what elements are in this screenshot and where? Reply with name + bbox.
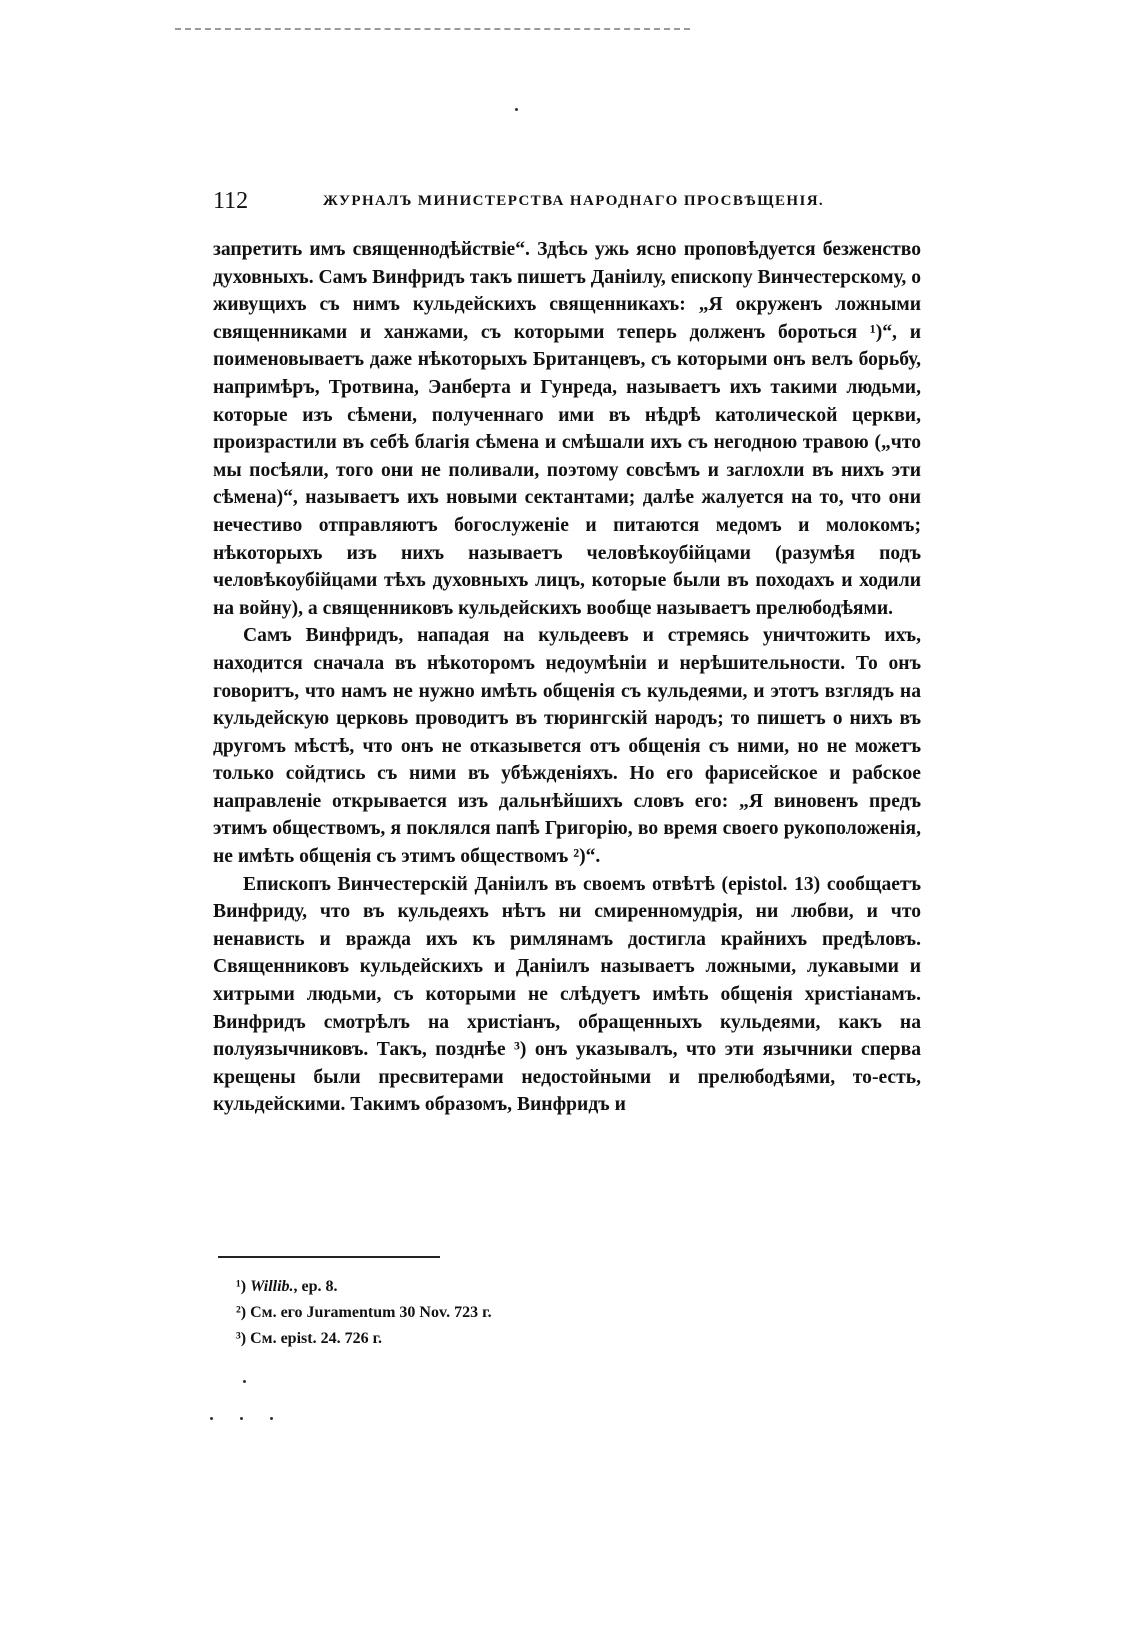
footnote-rule [218, 1256, 440, 1258]
running-title: ЖУРНАЛЪ МИНИСТЕРСТВА НАРОДНАГО ПРОСВѢЩЕНІЯ. [323, 193, 825, 209]
paragraph: Епископъ Винчестерскій Даніилъ въ своемъ отвѣтѣ (epistol. 13) сообщаетъ Винфриду, что въ кульдеяхъ нѣтъ ни смиренномудрія, ни любви, и что ненависть и вражда ихъ къ римлянамъ достигла крайнихъ предѣловъ. Священниковъ кульдейскихъ и Даніилъ называетъ ложными, лукавыми и хитрыми людьми, съ которыми не слѣдуетъ имѣть общенія христіанамъ. Винфридъ смотрѣлъ на христіанъ, обращенныхъ кульдеями, какъ на полуязычниковъ. Такъ, позднѣе ³) онъ указывалъ, что эти язычники сперва крещены были пресвитерами недостойными и прелюбодѣями, то-есть, кульдейскими. Такимъ образомъ, Винфридъ и [213, 873, 921, 1116]
paragraph: Самъ Винфридъ, нападая на кульдеевъ и стремясь уничтожить ихъ, находится сначала въ нѣкоторомъ недоумѣніи и нерѣшительности. То онъ говоритъ, что намъ не нужно имѣть общенія съ кульдеями, и этотъ взглядъ на кульдейскую церковь проводитъ въ тюрингскій народъ; то пишетъ о нихъ въ другомъ мѣстѣ, что онъ не отказывется отъ общенія съ ними, но не можетъ только сойдтись съ ними въ убѣжденіяхъ. Но его фарисейское и рабское направленіе открывается изъ дальнѣйшихъ словъ его: „Я виновенъ предъ этимъ обществомъ, я поклялся папѣ Григорію, во время своего рукоположенія, не имѣть общенія съ этимъ обществомъ ²)“. [213, 625, 921, 868]
scan-speck [515, 108, 518, 111]
footnote-text: См. его Juramentum 30 Nov. 723 г. [250, 1304, 492, 1321]
footnote-mark: ²) [236, 1304, 247, 1321]
page-number: 112 [213, 188, 249, 214]
page-header [213, 188, 923, 220]
scan-speck [270, 1417, 273, 1420]
footnote-mark: ³) [236, 1330, 247, 1347]
footnote-mark: ¹) [236, 1278, 247, 1295]
footnote [236, 1274, 492, 1300]
footnote [236, 1300, 492, 1326]
scan-speck [210, 1417, 213, 1420]
scan-speck [243, 1380, 246, 1383]
footnote-text: См. epist. 24. 726 г. [250, 1330, 383, 1347]
footnote-text: , ep. 8. [293, 1278, 338, 1295]
footnotes [236, 1274, 492, 1352]
top-scan-rule [175, 28, 690, 30]
body-text [213, 236, 921, 1119]
paragraph: запретить имъ священнодѣйствіе“. Здѣсь ужь ясно проповѣдуется безженство духовныхъ. Самъ Винфридъ такъ пишетъ Даніилу, епископу Винчестерскому, о живущихъ съ нимъ кульдейскихъ священникахъ: „Я окруженъ ложными священниками и ханжами, съ которыми теперь долженъ бороться ¹)“, и поименовываетъ даже нѣкоторыхъ Британцевъ, съ которыми онъ велъ борьбу, напримѣръ, Тротвина, Эанберта и Гунреда, называетъ ихъ такими людьми, которые изъ сѣмени, полученнаго ими въ нѣдрѣ католической церкви, произрастили въ себѣ благія сѣмена и смѣшали ихъ съ негодною травою („что мы посѣяли, того они не поливали, поэтому совсѣмъ и заглохли въ нихъ эти сѣмена)“, называетъ ихъ новыми сектантами; далѣе жалуется на то, что они нечестиво отправляютъ богослуженіе и питаются медомъ и молокомъ; нѣкоторыхъ изъ нихъ называетъ человѣкоубійцами (разумѣя подъ человѣкоубійцами тѣхъ духовныхъ лицъ, которые были въ походахъ и ходили на войну), а священниковъ кульдейскихъ вообще называетъ прелюбодѣями. [213, 239, 921, 619]
scan-speck [240, 1417, 243, 1420]
footnote-italic: Willib. [250, 1278, 294, 1295]
footnote [236, 1326, 492, 1352]
